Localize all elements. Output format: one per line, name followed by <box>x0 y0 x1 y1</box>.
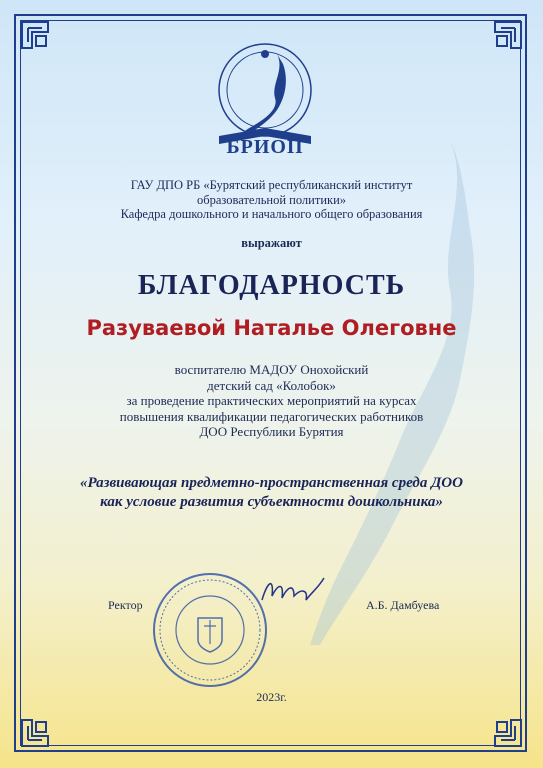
certificate-title: БЛАГОДАРНОСТЬ <box>137 270 406 301</box>
issue-year: 2023г. <box>256 690 287 704</box>
corner-ornament-bottom-left <box>18 710 58 750</box>
reason-block <box>0 362 543 440</box>
issuer-line-2: образовательной политики» <box>196 192 347 207</box>
corner-ornament-top-left <box>18 18 58 58</box>
reason-line-4: повышения квалификации педагогических работников <box>119 408 424 424</box>
signatory-role: Ректор <box>108 598 143 612</box>
issuer-line-3: Кафедра дошкольного и начального общего образования <box>120 207 423 221</box>
theme-line-1: «Развивающая предметно-пространственная среда ДОО <box>80 475 463 491</box>
reason-line-3: за проведение практических мероприятий на курсах <box>126 393 417 408</box>
express-text: выражают <box>241 236 302 250</box>
reason-line-1: воспитателю МАДОУ Онохойский <box>174 362 369 377</box>
issuer-line-1: ГАУ ДПО РБ «Бурятский республиканский институт <box>130 178 413 192</box>
reason-line-5: ДОО Республики Бурятия <box>199 424 344 439</box>
signatory-name: А.Б. Дамбуева <box>366 598 440 612</box>
course-theme <box>0 474 543 512</box>
reason-line-2: детский сад «Колобок» <box>207 377 336 393</box>
official-seal <box>150 570 270 690</box>
corner-ornament-bottom-right <box>485 710 525 750</box>
corner-ornament-top-right <box>485 18 525 58</box>
theme-line-2: как условие развития субъектности дошкольника» <box>100 494 443 510</box>
signature <box>258 570 328 610</box>
issuer-block <box>0 178 543 222</box>
logo-caption: БРИОП <box>226 136 304 158</box>
recipient-name: Разуваевой Наталье Олеговне <box>86 316 457 340</box>
